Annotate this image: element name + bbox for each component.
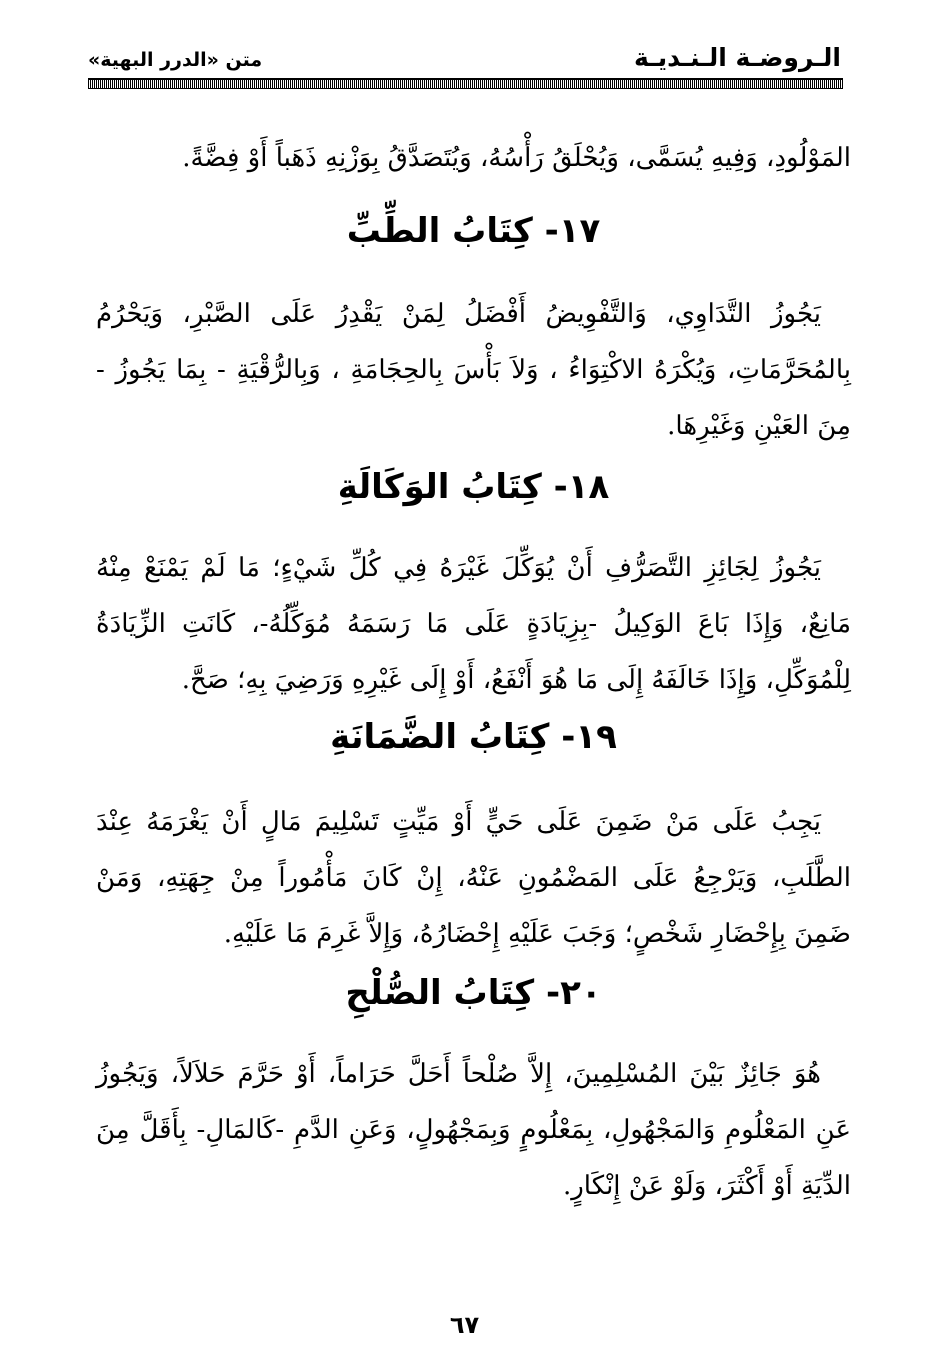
running-header (88, 42, 841, 74)
page-number: ٦٧ (449, 1311, 480, 1339)
book-title: الـروضـة الـنـديـة (634, 43, 841, 72)
paragraph-reconciliation: هُوَ جَائِزٌ بَيْنَ المُسْلِمِينَ، إِلاَّ صُلْحاً أَحَلَّ حَرَاماً، أَوْ حَرَّمَ حَلاَلاً، وَيَجُوزُ عَنِ المَعْلُومِ وَالمَجْهُولِ، بِمَعْلُومٍ وَبِمَجْهُولٍ، وَعَنِ الدَّمِ -كَالمَالِ- بِأَقَلَّ مِنَ الدِّيَةِ أَوْ أَكْثَرَ، وَلَوْ عَنْ إِنْكَارٍ. (96, 1059, 851, 1201)
paragraph-medicine: يَجُوزُ التَّدَاوِي، وَالتَّفْوِيضُ أَفْضَلُ لِمَنْ يَقْدِرُ عَلَى الصَّبْرِ، وَيَحْرُمُ بِالمُحَرَّمَاتِ، وَيُكْرَهُ الاكْتِوَاءُ ، وَلاَ بَأْسَ بِالحِجَامَةِ ، وَبِالرُّقْيَةِ - بِمَا يَجُوزُ - مِنَ العَيْنِ وَغَيْرِهَا. (96, 299, 851, 441)
paragraph-guarantee: يَجِبُ عَلَى مَنْ ضَمِنَ عَلَى حَيٍّ أَوْ مَيِّتٍ تَسْلِيمَ مَالٍ أَنْ يَغْرَمَهُ عِنْدَ الطَّلَبِ، وَيَرْجِعُ عَلَى المَضْمُونِ عَنْهُ، إِنْ كَانَ مَأْمُوراً مِنْ جِهَتِهِ، وَمَنْ ضَمِنَ بِإِحْضَارِ شَخْصٍ؛ وَجَبَ عَلَيْهِ إِحْضَارُهُ، وَإِلاَّ غَرِمَ مَا عَلَيْهِ. (96, 807, 851, 949)
chapter-heading-guarantee: ١٩- كِتَابُ الضَّمَانَةِ (330, 717, 617, 757)
paragraph-agency: يَجُوزُ لِجَائِزِ التَّصَرُّفِ أَنْ يُوَكِّلَ غَيْرَهُ فِي كُلِّ شَيْءٍ؛ مَا لَمْ يَمْنَعْ مِنْهُ مَانِعٌ، وَإِذَا بَاعَ الوَكِيلُ -بِزِيَادَةٍ عَلَى مَا رَسَمَهُ مُوَكِّلُهُ-، كَانَتِ الزِّيَادَةُ لِلْمُوَكِّلِ، وَإِذَا خَالَفَهُ إِلَى مَا هُوَ أَنْفَعُ، أَوْ إِلَى غَيْرِهِ وَرَضِيَ بِهِ؛ صَحَّ. (96, 553, 851, 695)
continuation-paragraph: المَوْلُودِ، وَفِيهِ يُسَمَّى، وَيُحْلَقُ رَأْسُهُ، وَيُتَصَدَّقُ بِوَزْنِهِ ذَهَباً أَوْ فِضَّةً. (182, 143, 851, 173)
chapter-heading-agency: ١٨- كِتَابُ الوَكَالَةِ (337, 467, 610, 507)
chapter-heading-reconciliation: ٢٠- كِتَابُ الصُّلْحِ (345, 973, 602, 1013)
chapter-heading-medicine: ١٧- كِتَابُ الطِّبِّ (346, 211, 601, 251)
header-divider (88, 78, 843, 89)
section-title: متن «الدرر البهية» (88, 49, 263, 71)
